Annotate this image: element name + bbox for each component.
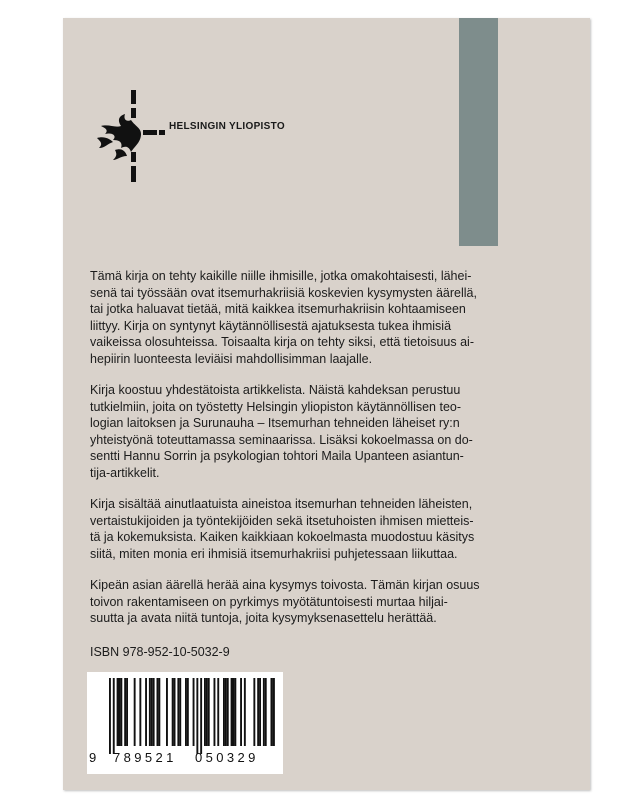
- barcode-bar: [223, 678, 225, 746]
- barcode-bar: [124, 678, 126, 746]
- barcode-bar: [153, 678, 155, 746]
- barcode-first-digit: 9: [89, 750, 97, 765]
- barcode-bar: [204, 678, 206, 746]
- isbn-label: ISBN 978-952-10-5032-9: [90, 645, 230, 659]
- barcode-bar: [119, 678, 121, 746]
- barcode: [87, 672, 283, 774]
- barcode-bar: [117, 678, 119, 746]
- barcode-bar: [134, 678, 136, 746]
- barcode-bar: [166, 678, 168, 746]
- barcode-bar: [174, 678, 176, 746]
- barcode-bar: [240, 678, 242, 746]
- blurb-paragraph: Kirja sisältää ainutlaatuista aineistoa itsemurhan tehneiden läheisten, vertaistukijoiden ja työntekijöiden sekä itsetuhoisten ihmisen mietteis- tä ja kokemuksista. Kaiken kaikkiaan kokoelmasta muodostuu käsitys siitä, miten monia eri ihmisiä itsemurhakriisi puhjetessaan liikuttaa.: [90, 497, 475, 561]
- blurb-paragraph: Tämä kirja on tehty kaikille niille ihmisille, jotka omakohtaisesti, lähei- senä tai työssään ovat itsemurhakriisiä koskevien kysymysten äärellä, tai jotka haluavat tietää, mitä kaikkea itsemurhakriisin kohtaamiseen liittyy. Kirja on syntynyt käytännöllisestä ajatuksesta tukea ihmisiä vaikeissa olosuhteissa. Toisaalta kirja on tehty siksi, että tietoisuus ai- hepiirin luonteesta leviäisi mahdollisimman laajalle.: [90, 269, 477, 366]
- flame-cross-icon: [95, 90, 165, 182]
- blurb: [90, 268, 538, 642]
- barcode-bar: [172, 678, 174, 746]
- barcode-left-group: 789521: [113, 750, 177, 765]
- barcode-bar: [233, 678, 235, 746]
- barcode-bar: [265, 678, 267, 746]
- barcode-bar: [244, 678, 246, 746]
- publisher-name: HELSINGIN YLIOPISTO: [169, 121, 285, 132]
- barcode-right-group: 050329: [195, 750, 259, 765]
- barcode-bar: [196, 678, 198, 754]
- decorative-stripe: [459, 18, 498, 246]
- barcode-bar: [200, 678, 202, 754]
- barcode-bar: [259, 678, 261, 746]
- barcode-bar: [225, 678, 227, 746]
- barcode-bar: [139, 678, 141, 746]
- barcode-bar: [158, 678, 160, 746]
- barcode-bar: [274, 678, 275, 746]
- barcode-bar: [145, 678, 147, 746]
- barcode-bar: [208, 678, 210, 746]
- barcode-bar: [151, 678, 153, 746]
- barcode-bars: [97, 678, 275, 754]
- barcode-bar: [149, 678, 151, 746]
- blurb-paragraph: Kipeän asian äärellä herää aina kysymys toivosta. Tämän kirjan osuus toivon rakentamiseen on pyrkimys myötätuntoisesti murtaa hiljai- suutta ja avata niitä tuntoja, joita kysymyksenasettelu herättää.: [90, 578, 480, 625]
- barcode-bar: [109, 678, 111, 754]
- barcode-bar: [271, 678, 273, 746]
- barcode-bar: [126, 678, 128, 746]
- blurb-paragraph: Kirja koostuu yhdestätoista artikkelista. Näistä kahdeksan perustuu tutkielmiin, joita on työstetty Helsingin yliopiston käytännöllisen teo- logian laitoksen ja Surunauha – Itsemurhan tehneiden läheiset ry:n yhteistyönä toteuttamassa seminaarissa. Lisäksi kokoelmassa on do- sentti Hannu Sorrin ja psykologian tohtori Maila Upanteen asiantun- tija-artikkelit.: [90, 383, 473, 480]
- barcode-bar: [253, 678, 255, 746]
- barcode-bar: [234, 678, 236, 746]
- barcode-bar: [272, 678, 274, 746]
- barcode-bar: [227, 678, 229, 746]
- barcode-bar: [214, 678, 216, 746]
- barcode-bar: [120, 678, 122, 746]
- book-back-cover: [63, 18, 590, 790]
- barcode-bar: [231, 678, 233, 746]
- barcode-bar: [187, 678, 189, 746]
- barcode-bar: [179, 678, 181, 746]
- barcode-bar: [257, 678, 259, 746]
- barcode-bar: [263, 678, 265, 746]
- barcode-bar: [185, 678, 187, 746]
- barcode-bar: [193, 678, 195, 746]
- barcode-bar: [177, 678, 179, 746]
- barcode-bar: [113, 678, 115, 754]
- barcode-bar: [206, 678, 208, 746]
- barcode-bar: [217, 678, 219, 746]
- barcode-bar: [157, 678, 159, 746]
